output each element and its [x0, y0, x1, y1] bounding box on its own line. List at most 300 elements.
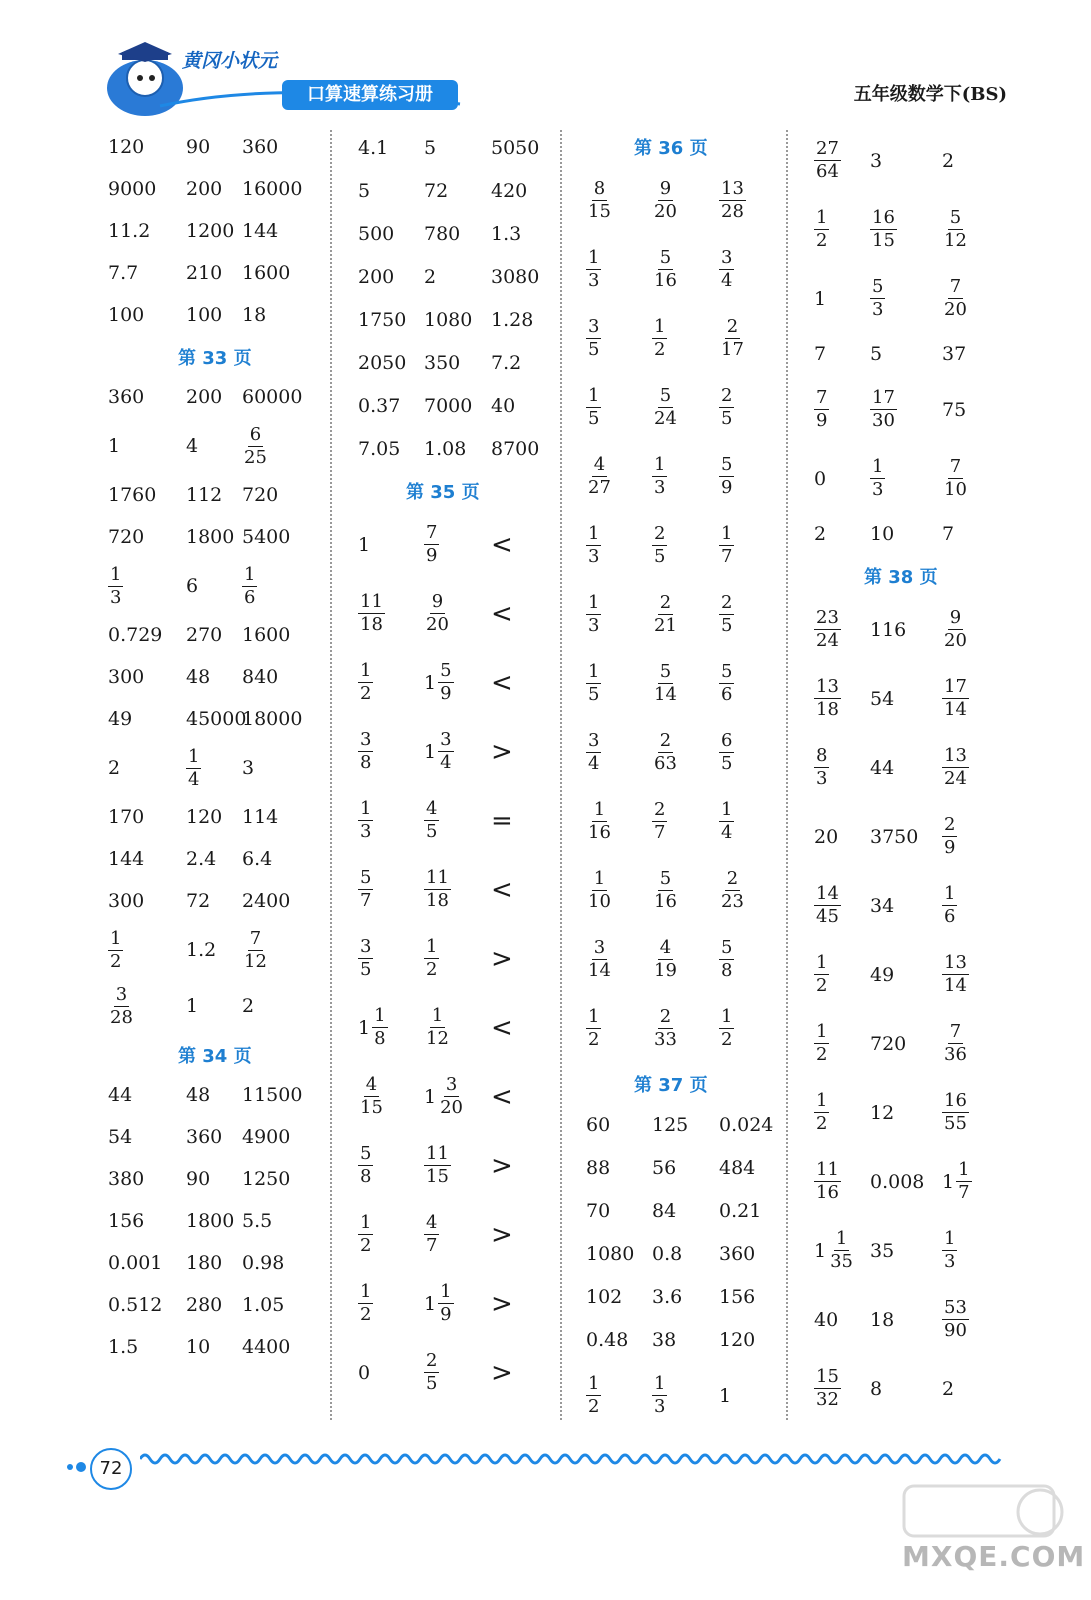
numerator: 1: [588, 592, 600, 613]
numerator: 11: [360, 591, 383, 612]
answer-cell: [424, 255, 436, 298]
whole-part: 1: [424, 671, 437, 694]
answer-value: 8700: [491, 437, 540, 460]
fraction: [942, 954, 969, 995]
answer-cell: [242, 126, 278, 168]
whole-part: 1: [424, 740, 437, 763]
numerator: 1: [816, 952, 828, 973]
answer-cell: [719, 373, 734, 442]
fraction: [719, 1008, 734, 1049]
numerator: 7: [426, 522, 438, 543]
fraction: [652, 870, 679, 911]
answer-cell: [186, 1242, 222, 1284]
fraction: [652, 1008, 679, 1049]
numerator: 1: [431, 1005, 444, 1026]
numerator: 4: [365, 1074, 378, 1095]
answer-value: 200: [186, 178, 223, 200]
answer-value: 2: [242, 995, 255, 1017]
fraction: [242, 423, 269, 468]
answer-value: 112: [186, 484, 223, 506]
fraction: [358, 731, 373, 772]
brand-name: 黄冈小状元: [182, 50, 278, 72]
denominator: 15: [872, 230, 895, 251]
denominator: 24: [816, 630, 839, 651]
numerator: 5: [440, 660, 452, 681]
answer-value: 2400: [242, 890, 291, 912]
fraction: [719, 249, 734, 290]
answer-cell: [358, 1269, 373, 1338]
comparison-symbol: <: [491, 874, 513, 905]
denominator: 2: [360, 1304, 372, 1325]
answer-cell: [719, 925, 734, 994]
answer-cell: [108, 210, 150, 252]
answer-cell: [719, 304, 746, 373]
numerator: 3: [440, 729, 452, 750]
answer-value: 780: [424, 222, 461, 245]
answer-cell: [942, 1078, 969, 1147]
answer-cell: [586, 925, 613, 994]
column-divider: [560, 130, 562, 1420]
answer-cell: [242, 656, 278, 698]
answer-value: 500: [358, 222, 395, 245]
answer-cell: [108, 978, 135, 1034]
answer-cell: [586, 718, 601, 787]
answer-cell: [870, 1009, 906, 1078]
answer-value: 72: [424, 179, 449, 202]
answer-cell: [358, 648, 373, 717]
answer-value: 144: [108, 848, 145, 870]
answer-cell: [186, 922, 216, 978]
answer-value: 1600: [242, 624, 291, 646]
comparison-symbol: >: [491, 943, 513, 974]
answer-cell: [942, 264, 969, 333]
answer-cell: [870, 1216, 894, 1285]
numerator: 1: [816, 1021, 828, 1042]
answer-value: 100: [186, 304, 223, 326]
answer-cell: [424, 212, 460, 255]
answer-cell: [586, 1103, 610, 1146]
mixed-number: [424, 662, 454, 703]
numerator: 17: [944, 676, 967, 697]
denominator: 10: [944, 479, 967, 500]
answer-cell: [719, 166, 746, 235]
fraction: [586, 939, 613, 980]
comparison-symbol: <: [491, 529, 513, 560]
answer-value: 40: [814, 1308, 839, 1331]
fraction: [438, 731, 453, 772]
answer-value: 2.4: [186, 848, 217, 870]
fraction: [108, 927, 123, 972]
answer-cell: [870, 513, 894, 555]
answer-cell: [186, 126, 210, 168]
answer-cell: [108, 614, 162, 656]
numerator: 1: [440, 1281, 452, 1302]
answer-cell: [108, 1326, 138, 1368]
answer-cell: [186, 1074, 210, 1116]
answer-cell: [186, 294, 222, 336]
fraction: [942, 1023, 969, 1064]
answer-cell: [424, 384, 472, 427]
answer-value: 4400: [242, 1336, 291, 1358]
answer-cell: [870, 126, 882, 195]
answer-cell: [652, 511, 667, 580]
answer-cell: [942, 595, 969, 664]
answer-cell: [942, 1216, 957, 1285]
answer-value: 54: [108, 1126, 133, 1148]
fraction: [586, 318, 601, 359]
numerator: 2: [659, 1006, 672, 1027]
answer-value: 156: [719, 1285, 756, 1308]
answer-value: 180: [186, 1252, 223, 1274]
denominator: 7: [721, 546, 733, 567]
answer-value: 1.5: [108, 1336, 139, 1358]
fraction: [652, 1375, 667, 1416]
answer-cell: [358, 579, 385, 648]
answer-cell: [719, 787, 734, 856]
denominator: 5: [426, 1373, 438, 1394]
answer-cell: [358, 924, 373, 993]
denominator: 6: [244, 586, 256, 608]
answer-cell: [358, 993, 388, 1062]
answer-value: 0.8: [652, 1242, 683, 1265]
numerator: 14: [816, 883, 839, 904]
answer-value: 1: [814, 287, 827, 310]
denominator: 14: [654, 684, 677, 705]
denominator: 33: [654, 1029, 677, 1050]
numerator: 2: [944, 814, 956, 835]
denominator: 2: [654, 339, 666, 360]
answer-cell: [870, 733, 894, 802]
fraction: [719, 939, 734, 980]
fraction: [719, 594, 734, 635]
denominator: 5: [721, 615, 733, 636]
answer-cell: [491, 1131, 513, 1200]
fraction: [424, 1352, 439, 1393]
fraction: [586, 387, 601, 428]
answer-value: 720: [242, 484, 279, 506]
answer-value: 2: [814, 523, 827, 545]
fraction: [814, 747, 829, 788]
fraction: [438, 1283, 453, 1324]
numerator: 1: [958, 1159, 970, 1180]
answer-cell: [719, 718, 734, 787]
page-number: 72: [90, 1448, 132, 1490]
answer-cell: [424, 1269, 454, 1338]
denominator: 3: [588, 546, 600, 567]
answer-cell: [242, 210, 278, 252]
answer-cell: [491, 786, 513, 855]
answer-cell: [491, 341, 521, 384]
answer-value: 6: [186, 575, 199, 597]
denominator: 9: [721, 477, 733, 498]
fraction: [424, 524, 439, 565]
answer-cell: [814, 940, 829, 1009]
watermark-text: MXQE.COM: [902, 1540, 1086, 1573]
numerator: 4: [659, 937, 672, 958]
denominator: 28: [110, 1006, 133, 1028]
fraction: [424, 869, 451, 910]
answer-cell: [652, 373, 679, 442]
answer-cell: [814, 1009, 829, 1078]
numerator: 9: [949, 607, 962, 628]
denominator: 12: [244, 950, 267, 972]
answer-cell: [942, 375, 966, 444]
answer-value: 1: [108, 435, 121, 457]
answer-cell: [108, 698, 132, 740]
answer-cell: [424, 1338, 439, 1407]
answer-cell: [719, 994, 734, 1063]
answer-value: 48: [186, 1084, 211, 1106]
answer-cell: [814, 595, 841, 664]
answer-value: 360: [186, 1126, 223, 1148]
answer-value: 0.21: [719, 1199, 762, 1222]
answer-cell: [358, 510, 370, 579]
answer-value: 11500: [242, 1084, 303, 1106]
answer-value: 484: [719, 1156, 756, 1179]
fraction: [438, 662, 453, 703]
denominator: 8: [360, 752, 372, 773]
answer-value: 0.024: [719, 1113, 774, 1136]
answer-value: 34: [870, 894, 895, 917]
answer-cell: [870, 264, 885, 333]
answer-cell: [242, 1074, 302, 1116]
wave-divider-icon: [140, 1444, 1010, 1474]
answer-cell: [108, 474, 156, 516]
answer-cell: [652, 1275, 682, 1318]
denominator: 2: [360, 683, 372, 704]
numerator: 6: [721, 730, 733, 751]
denominator: 5: [721, 408, 733, 429]
answer-value: 48: [186, 666, 211, 688]
denominator: 3: [872, 479, 884, 500]
answer-cell: [424, 579, 451, 648]
numerator: 9: [659, 178, 672, 199]
answer-value: 120: [108, 136, 145, 158]
answer-value: 1750: [358, 308, 407, 331]
answer-cell: [586, 580, 601, 649]
fraction: [586, 801, 613, 842]
answer-value: 1: [358, 533, 371, 556]
numerator: 1: [588, 1373, 600, 1394]
fraction: [942, 209, 969, 250]
denominator: 25: [244, 446, 267, 468]
answer-cell: [358, 1062, 385, 1131]
answer-cell: [108, 558, 123, 614]
mixed-number: [942, 1161, 972, 1202]
answer-cell: [186, 418, 198, 474]
page-section-heading: 第 36 页: [634, 138, 708, 159]
answer-cell: [491, 298, 533, 341]
denominator: 16: [588, 822, 611, 843]
denominator: 12: [944, 230, 967, 251]
denominator: 8: [374, 1028, 386, 1049]
answer-cell: [652, 166, 679, 235]
comparison-symbol: >: [491, 736, 513, 767]
answer-cell: [586, 304, 601, 373]
answer-cell: [814, 1354, 841, 1423]
answer-cell: [186, 1284, 222, 1326]
answer-cell: [586, 1232, 634, 1275]
answer-value: 120: [186, 806, 223, 828]
answer-cell: [108, 1158, 144, 1200]
numerator: 2: [426, 1350, 438, 1371]
answer-cell: [870, 940, 894, 1009]
numerator: 3: [360, 729, 372, 750]
numerator: 5: [721, 937, 733, 958]
fraction: [942, 1092, 969, 1133]
numerator: 11: [426, 867, 449, 888]
answer-cell: [491, 717, 513, 786]
numerator: 15: [816, 1366, 839, 1387]
answer-cell: [358, 1131, 373, 1200]
fraction: [586, 870, 613, 911]
page-section-heading: 第 35 页: [406, 482, 480, 503]
answer-value: 0: [358, 1361, 371, 1384]
watermark-logo-icon: [900, 1478, 1070, 1590]
answer-cell: [424, 298, 472, 341]
answer-value: 7.2: [491, 351, 522, 374]
column-divider: [786, 130, 788, 1420]
denominator: 30: [872, 410, 895, 431]
denominator: 4: [588, 753, 600, 774]
answer-cell: [652, 649, 679, 718]
answer-value: 20: [814, 825, 839, 848]
answer-cell: [586, 373, 601, 442]
answer-cell: [242, 740, 254, 796]
fraction: [814, 885, 841, 926]
fraction: [719, 387, 734, 428]
answer-cell: [358, 169, 370, 212]
answer-cell: [242, 1116, 290, 1158]
mixed-number: [814, 1230, 855, 1271]
answer-cell: [652, 1103, 688, 1146]
numerator: 1: [654, 316, 666, 337]
answer-cell: [108, 1116, 132, 1158]
answer-value: 0.729: [108, 624, 163, 646]
fraction: [652, 732, 679, 773]
answer-cell: [491, 648, 513, 717]
answer-cell: [942, 1147, 972, 1216]
denominator: 20: [440, 1097, 463, 1118]
answer-cell: [358, 255, 394, 298]
fraction: [242, 563, 257, 608]
fraction: [652, 939, 679, 980]
denominator: 14: [588, 960, 611, 981]
answer-value: 360: [719, 1242, 756, 1265]
fraction: [358, 1145, 373, 1186]
answer-cell: [814, 513, 826, 555]
fraction: [424, 938, 439, 979]
denominator: 3: [588, 615, 600, 636]
fraction: [942, 1299, 969, 1340]
answer-value: 10: [186, 1336, 211, 1358]
denominator: 2: [588, 1029, 600, 1050]
answer-cell: [242, 252, 290, 294]
numerator: 1: [360, 1212, 372, 1233]
fraction: [814, 609, 841, 650]
numerator: 1: [835, 1228, 848, 1249]
answer-cell: [719, 1189, 761, 1232]
answer-cell: [424, 427, 466, 470]
answer-value: 300: [108, 890, 145, 912]
fraction: [586, 180, 613, 221]
answer-cell: [186, 558, 198, 614]
answer-value: 5: [358, 179, 371, 202]
answer-cell: [186, 210, 234, 252]
denominator: 32: [816, 1389, 839, 1410]
denominator: 5: [721, 753, 733, 774]
numerator: 16: [944, 1090, 967, 1111]
numerator: 5: [659, 385, 672, 406]
answer-cell: [242, 294, 266, 336]
answer-cell: [652, 787, 667, 856]
page-section-heading: 第 38 页: [864, 567, 938, 588]
answer-cell: [358, 855, 373, 924]
answer-cell: [586, 1189, 610, 1232]
answer-value: 72: [186, 890, 211, 912]
fraction: [942, 609, 969, 650]
answer-cell: [814, 444, 826, 513]
answer-cell: [358, 341, 406, 384]
numerator: 3: [588, 316, 600, 337]
numerator: 8: [593, 178, 606, 199]
answer-value: 70: [586, 1199, 611, 1222]
answer-value: 5: [870, 343, 883, 365]
numerator: 7: [249, 927, 262, 949]
answer-cell: [652, 856, 679, 925]
page-section-heading: 第 34 页: [178, 1046, 252, 1067]
answer-value: 7000: [424, 394, 473, 417]
answer-cell: [108, 418, 120, 474]
answer-cell: [942, 871, 957, 940]
answer-cell: [491, 1200, 513, 1269]
numerator: 13: [816, 676, 839, 697]
answer-value: 200: [358, 265, 395, 288]
answer-value: 60000: [242, 386, 303, 408]
numerator: 1: [721, 799, 733, 820]
denominator: 64: [816, 161, 839, 182]
answer-cell: [814, 126, 841, 195]
answer-cell: [719, 649, 734, 718]
denominator: 3: [654, 1396, 666, 1417]
fraction: [942, 458, 969, 499]
answer-value: 125: [652, 1113, 689, 1136]
answer-cell: [814, 733, 829, 802]
answer-cell: [424, 786, 439, 855]
denominator: 9: [426, 545, 438, 566]
answer-cell: [358, 212, 394, 255]
fraction: [652, 663, 679, 704]
answer-cell: [186, 978, 198, 1034]
answer-cell: [942, 733, 969, 802]
answer-value: 0.98: [242, 1252, 285, 1274]
answer-cell: [108, 1242, 162, 1284]
numerator: 13: [944, 745, 967, 766]
denominator: 16: [816, 1182, 839, 1203]
answer-cell: [652, 304, 667, 373]
answer-cell: [424, 169, 448, 212]
numerator: 2: [726, 868, 739, 889]
numerator: 1: [654, 454, 666, 475]
denominator: 10: [588, 891, 611, 912]
answer-value: 45000: [186, 708, 247, 730]
answer-cell: [719, 1146, 755, 1189]
denominator: 7: [426, 1235, 438, 1256]
fraction: [956, 1161, 971, 1202]
numerator: 5: [721, 661, 733, 682]
answer-cell: [491, 1338, 513, 1407]
fraction: [719, 870, 746, 911]
